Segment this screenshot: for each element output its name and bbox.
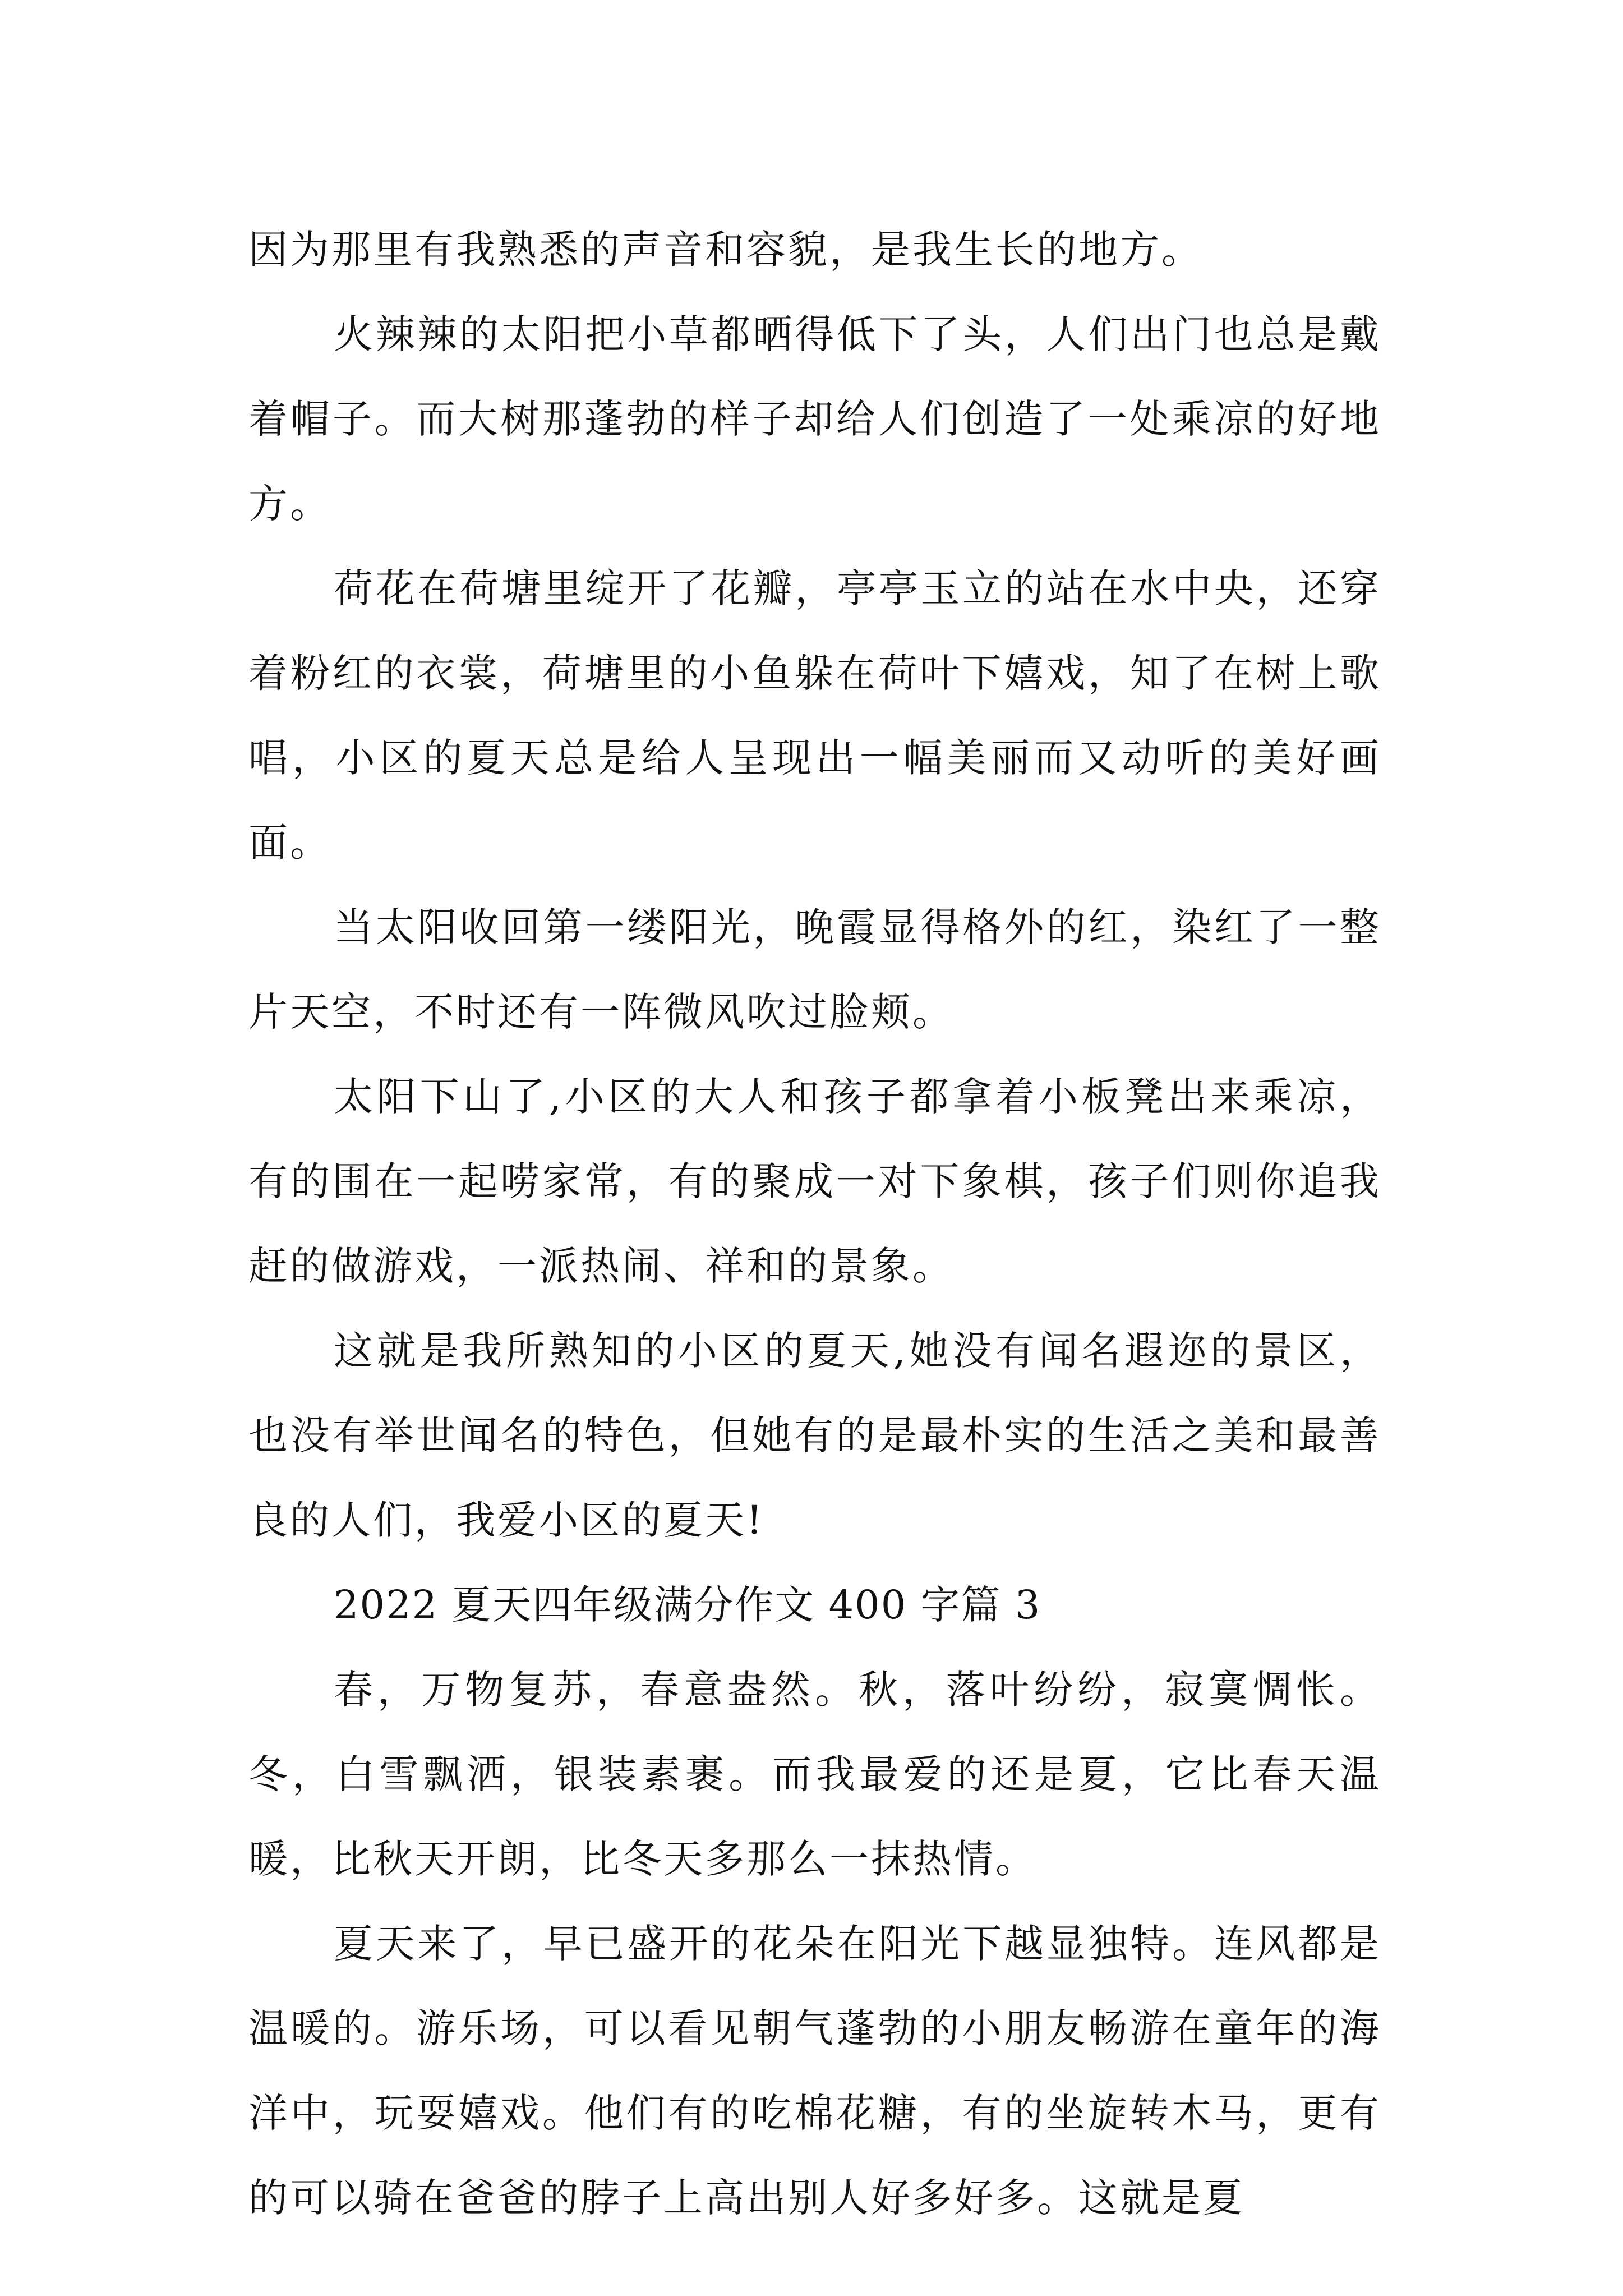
paragraph-evening: 太阳下山了,小区的大人和孩子都拿着小板凳出来乘凉，有的围在一起唠家常，有的聚成一对下象棋，孩子们则你追我赶的做游戏，一派热闹、祥和的景象。 <box>248 1074 1381 1289</box>
document-body <box>248 208 1381 2240</box>
paragraph-continuation: 因为那里有我熟悉的声音和容貌，是我生长的地方。 <box>248 227 1203 273</box>
paragraph-seasons: 春，万物复苏，春意盎然。秋，落叶纷纷，寂寞惆怅。冬，白雪飘洒，银装素裹。而我最爱的还是夏，它比春天温暖，比秋天开朗，比冬天多那么一抹热情。 <box>248 1667 1381 1882</box>
paragraph-conclusion: 这就是我所熟知的小区的夏天,她没有闻名遐迩的景区，也没有举世闻名的特色，但她有的是最朴实的生活之美和最善良的人们，我爱小区的夏天! <box>248 1328 1381 1543</box>
paragraph-sun: 火辣辣的太阳把小草都晒得低下了头，人们出门也总是戴着帽子。而大树那蓬勃的样子却给人们创造了一处乘凉的好地方。 <box>248 311 1381 527</box>
paragraph-summer-arrives: 夏天来了，早已盛开的花朵在阳光下越显独特。连风都是温暖的。游乐场，可以看见朝气蓬勃的小朋友畅游在童年的海洋中，玩耍嬉戏。他们有的吃棉花糖，有的坐旋转木马，更有的可以骑在爸爸的脖子上高出别人好多好多。这就是夏 <box>248 1921 1381 2221</box>
section-heading: 2022 夏天四年级满分作文 400 字篇 3 <box>334 1582 1041 1628</box>
paragraph-sunset: 当太阳收回第一缕阳光，晚霞显得格外的红，染红了一整片天空，不时还有一阵微风吹过脸颊。 <box>248 904 1381 1035</box>
paragraph-lotus: 荷花在荷塘里绽开了花瓣，亭亭玉立的站在水中央，还穿着粉红的衣裳，荷塘里的小鱼躲在荷叶下嬉戏，知了在树上歌唱，小区的夏天总是给人呈现出一幅美丽而又动听的美好画面。 <box>248 565 1381 866</box>
